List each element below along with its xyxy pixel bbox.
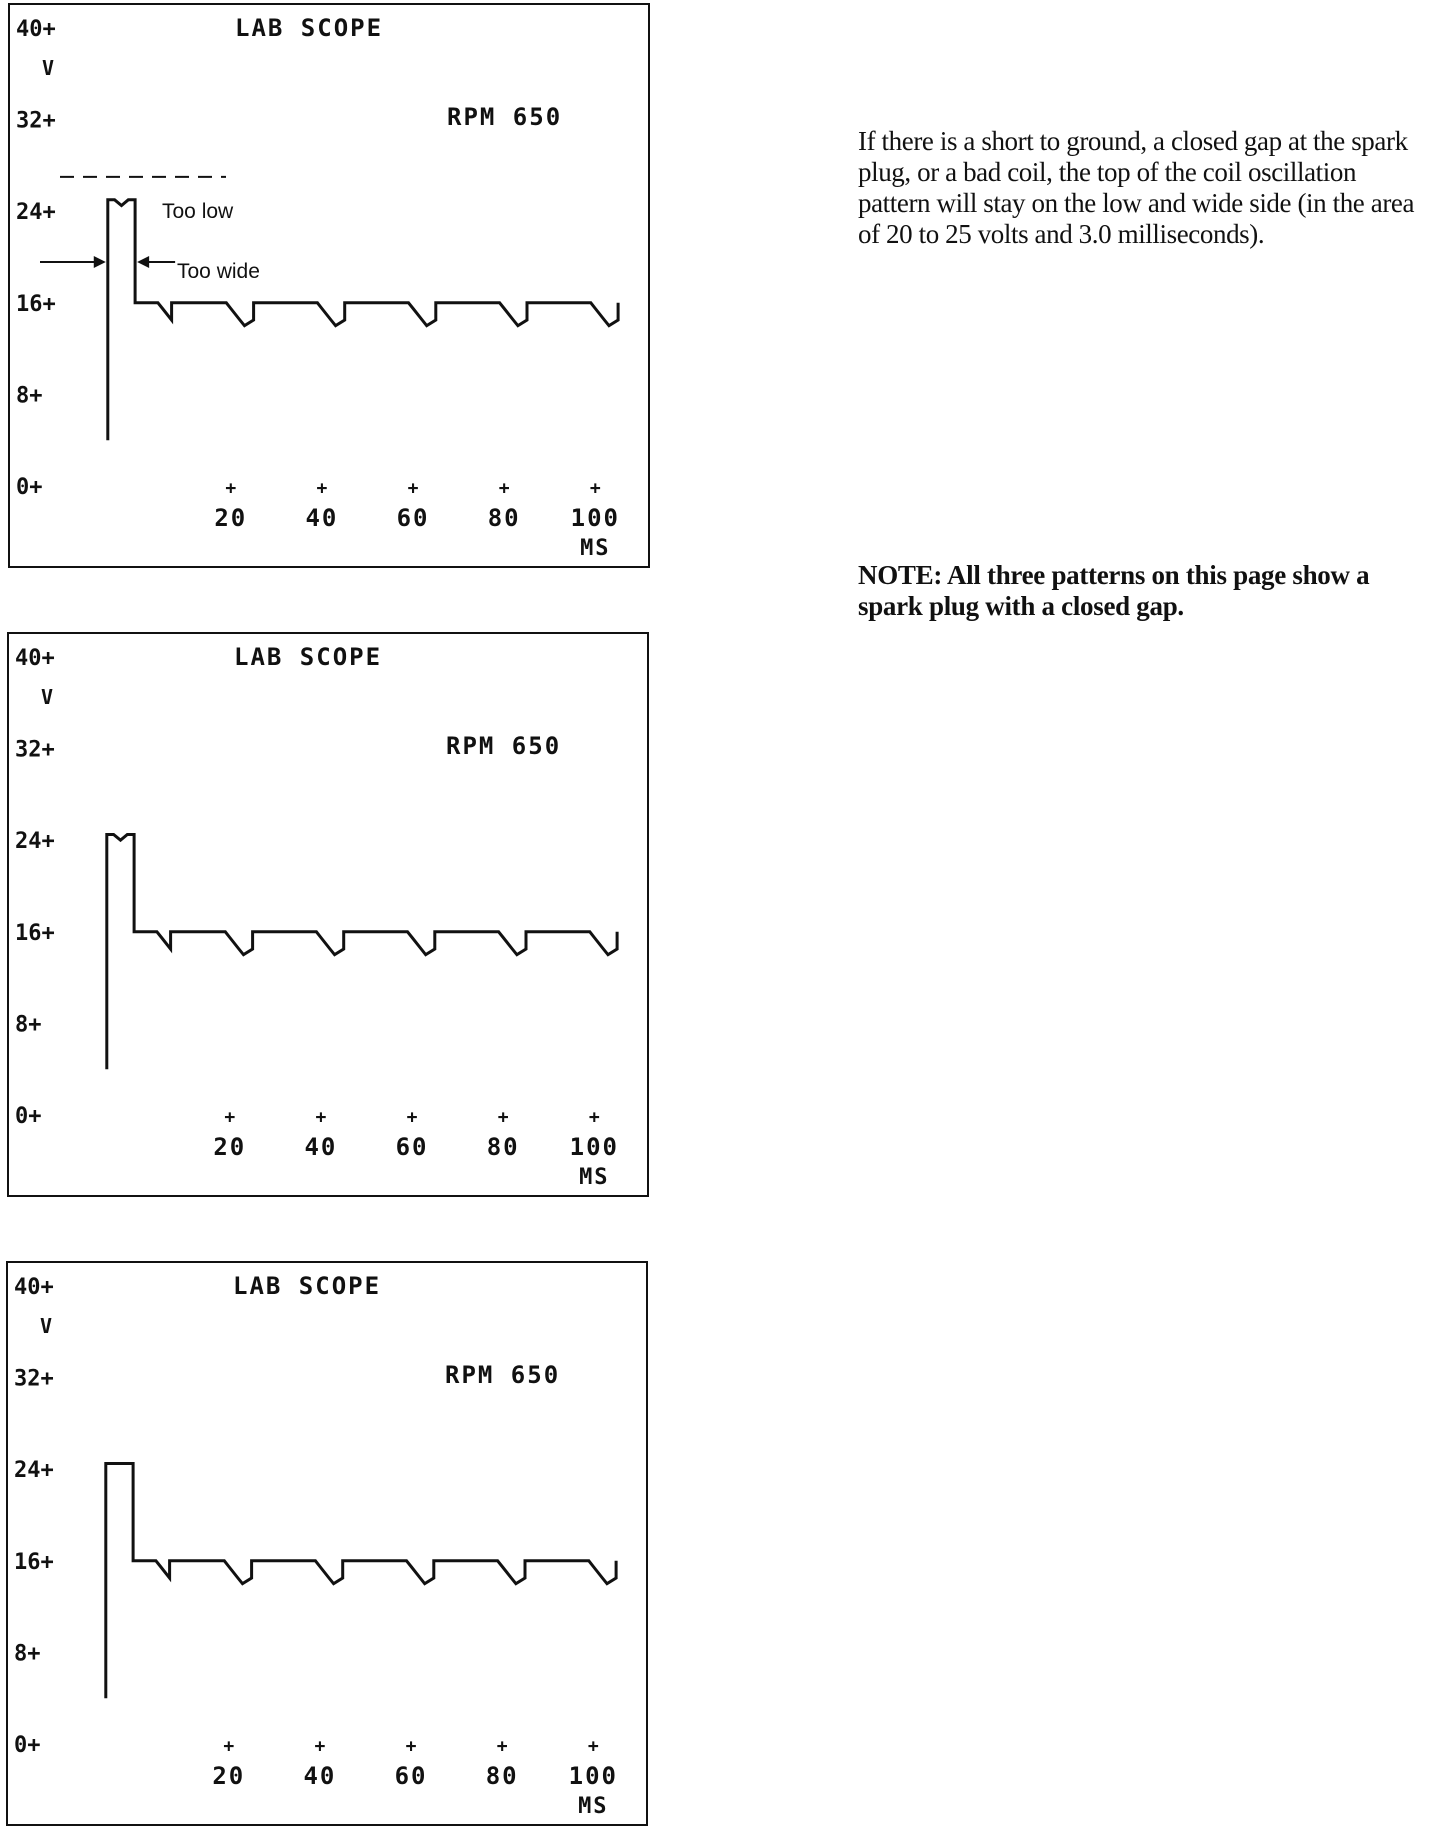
y-tick-label: 8+ <box>16 383 43 409</box>
width-arrow-left-head <box>94 256 106 268</box>
y-tick-label: 0+ <box>14 1733 41 1758</box>
scope-plot-3 <box>8 1263 650 1828</box>
y-tick-label: 24+ <box>16 200 56 226</box>
x-tick-label: 20 <box>213 1133 247 1161</box>
x-unit-label: MS <box>580 536 611 561</box>
y-tick-label: 0+ <box>16 475 43 500</box>
y-tick-label: 16+ <box>16 291 56 317</box>
x-tick-mark: + <box>587 1736 599 1757</box>
x-tick-mark: + <box>589 478 601 499</box>
x-unit-label: MS <box>579 1165 610 1190</box>
x-tick-mark: + <box>588 1107 600 1128</box>
y-tick-label: 40+ <box>15 646 55 671</box>
scope-plot-1 <box>10 5 652 570</box>
y-tick-label: 8+ <box>15 1012 42 1038</box>
y-tick-label: 40+ <box>14 1275 54 1300</box>
x-tick-mark: + <box>407 478 419 499</box>
x-tick-label: 80 <box>486 1133 520 1161</box>
x-tick-mark: + <box>224 1107 236 1128</box>
lab-scope-panel-1 <box>8 3 650 568</box>
y-unit-label: V <box>40 1314 53 1338</box>
y-tick-label: 0+ <box>15 1104 42 1129</box>
x-tick-label: 40 <box>305 504 339 532</box>
x-tick-label: 100 <box>569 1133 620 1161</box>
scope-trace <box>106 1464 616 1699</box>
x-tick-mark: + <box>406 1107 418 1128</box>
y-tick-label: 24+ <box>15 829 55 855</box>
x-tick-mark: + <box>498 478 510 499</box>
x-tick-label: 80 <box>485 1762 519 1790</box>
too-wide-label: Too wide <box>177 260 260 283</box>
x-tick-mark: + <box>497 1107 509 1128</box>
note-text: NOTE: All three patterns on this page show a spark plug with a closed gap. <box>858 560 1370 621</box>
too-low-label: Too low <box>162 200 234 223</box>
x-tick-mark: + <box>405 1736 417 1757</box>
x-tick-label: 100 <box>568 1762 619 1790</box>
x-tick-label: 20 <box>212 1762 246 1790</box>
scope-title: LAB SCOPE <box>233 1272 382 1300</box>
x-tick-label: 60 <box>395 1133 429 1161</box>
x-tick-label: 60 <box>394 1762 428 1790</box>
scope-trace <box>107 835 617 1070</box>
y-tick-label: 16+ <box>14 1549 54 1575</box>
y-tick-label: 8+ <box>14 1641 41 1667</box>
y-unit-label: V <box>41 685 54 709</box>
y-tick-label: 32+ <box>15 737 55 763</box>
x-tick-mark: + <box>223 1736 235 1757</box>
scope-title: LAB SCOPE <box>234 643 383 671</box>
x-tick-label: 40 <box>304 1133 338 1161</box>
scope-trace <box>108 200 618 440</box>
y-tick-label: 40+ <box>16 17 56 42</box>
width-arrow-right-head <box>137 256 149 268</box>
x-tick-mark: + <box>315 1107 327 1128</box>
x-tick-mark: + <box>225 478 237 499</box>
lab-scope-panel-2 <box>7 632 649 1197</box>
y-unit-label: V <box>42 56 55 80</box>
x-tick-label: 100 <box>570 504 621 532</box>
x-unit-label: MS <box>578 1794 609 1819</box>
x-tick-label: 40 <box>303 1762 337 1790</box>
scope-plot-2 <box>9 634 651 1199</box>
description-text: If there is a short to ground, a closed gap at the spark plug, or a bad coil, the top of the coil oscillation pattern will stay on the low and wide side (in the area of 20 to 25 volts and 3.0 milliseconds). <box>858 126 1415 249</box>
x-tick-mark: + <box>314 1736 326 1757</box>
x-tick-mark: + <box>496 1736 508 1757</box>
y-tick-label: 16+ <box>15 920 55 946</box>
y-tick-label: 32+ <box>16 108 56 134</box>
rpm-label: RPM 650 <box>447 103 563 131</box>
x-tick-label: 20 <box>214 504 248 532</box>
x-tick-mark: + <box>316 478 328 499</box>
rpm-label: RPM 650 <box>446 732 562 760</box>
y-tick-label: 24+ <box>14 1458 54 1484</box>
lab-scope-panel-3 <box>6 1261 648 1826</box>
scope-title: LAB SCOPE <box>235 14 384 42</box>
x-tick-label: 80 <box>487 504 521 532</box>
y-tick-label: 32+ <box>14 1366 54 1392</box>
x-tick-label: 60 <box>396 504 430 532</box>
rpm-label: RPM 650 <box>445 1361 561 1389</box>
